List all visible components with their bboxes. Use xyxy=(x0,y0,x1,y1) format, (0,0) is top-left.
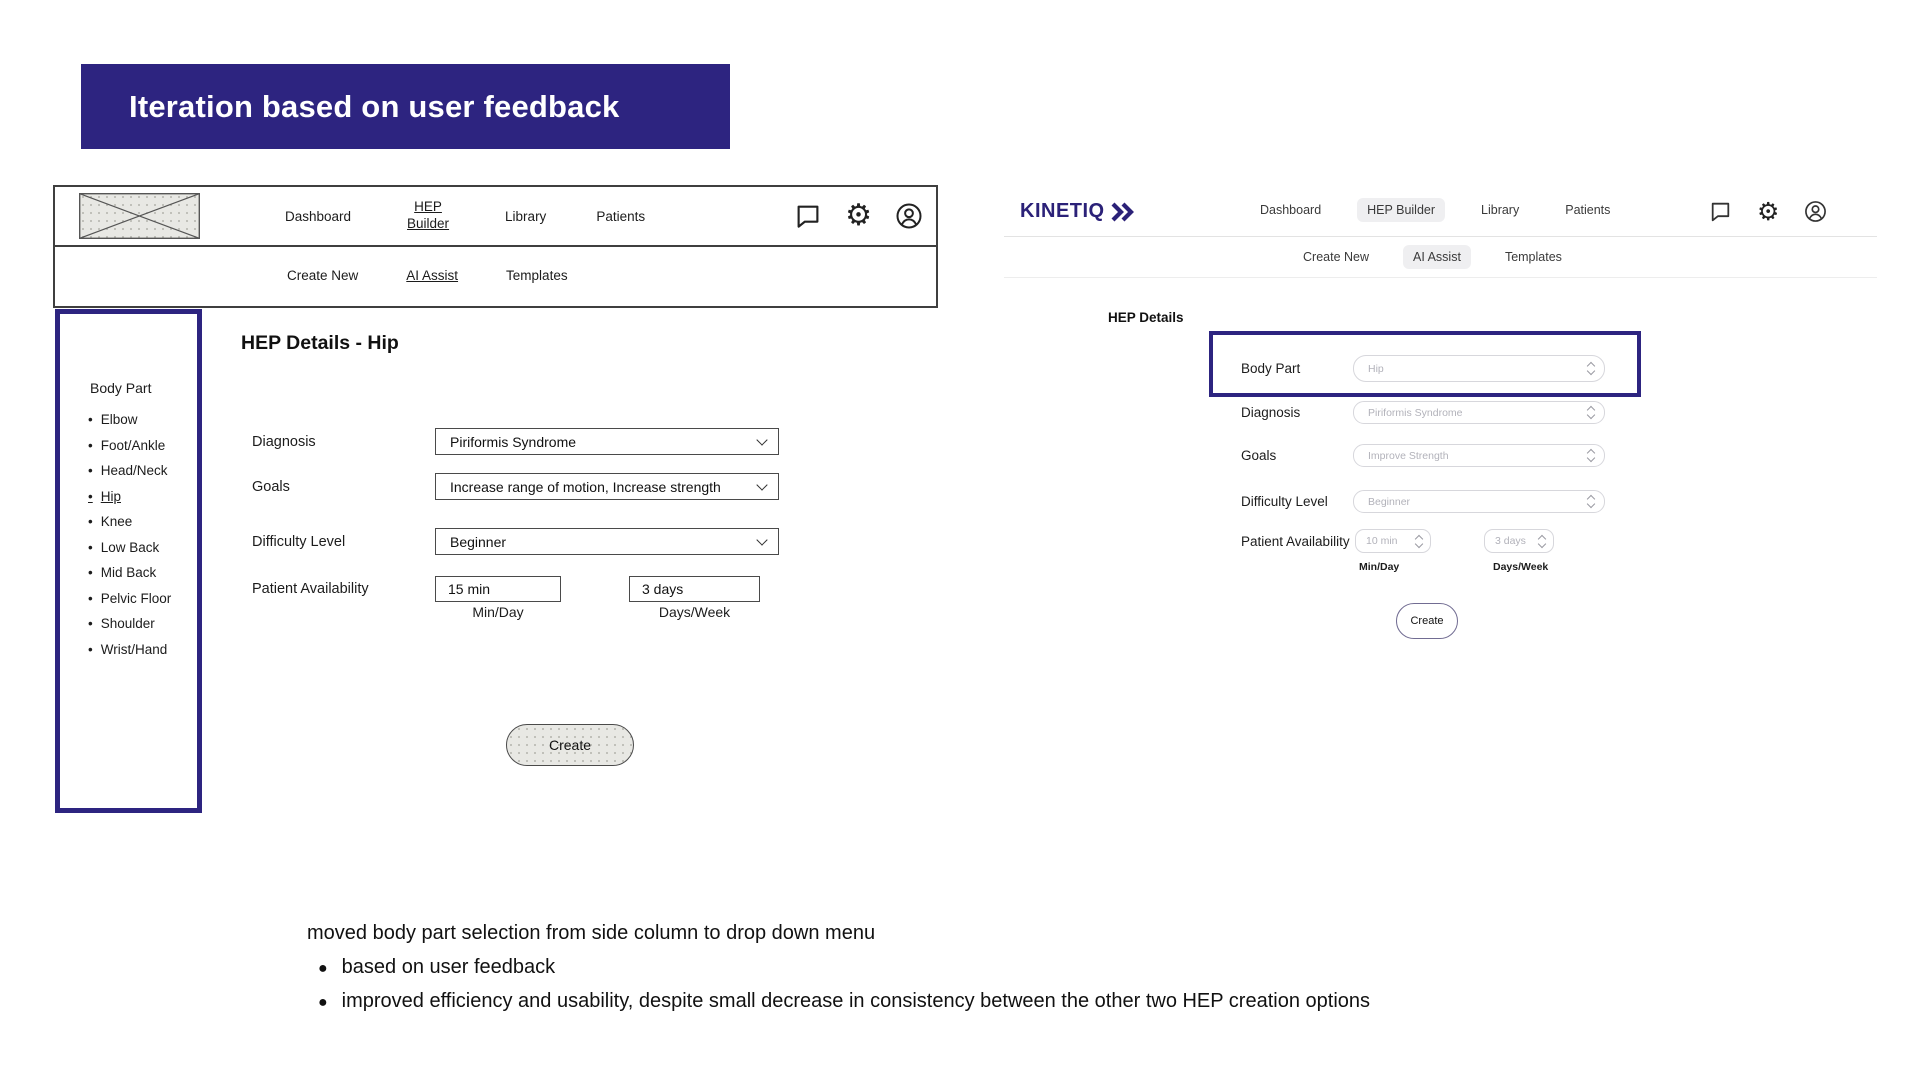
divider xyxy=(1004,277,1877,278)
nav-item[interactable]: Dashboard xyxy=(285,208,352,224)
body-part-item[interactable]: • Pelvic Floor xyxy=(88,591,197,606)
difficulty-row xyxy=(252,528,779,555)
goals-label: Goals xyxy=(1241,448,1277,463)
stepper-icon xyxy=(1588,363,1594,374)
kinetiq-logo[interactable] xyxy=(1020,200,1137,223)
diagnosis-label: Diagnosis xyxy=(1241,405,1301,420)
wireframe-header-icons xyxy=(793,198,924,233)
diagnosis-value: Piriformis Syndrome xyxy=(450,433,577,450)
nav-item[interactable]: HEP Builder xyxy=(407,199,450,231)
body-part-item[interactable]: • Head/Neck xyxy=(88,463,197,478)
difficulty-value: Beginner xyxy=(1368,495,1411,508)
subnav-item[interactable]: Templates xyxy=(1504,250,1562,264)
min-per-day-value: 15 min xyxy=(448,581,491,597)
profile-icon[interactable] xyxy=(1803,199,1828,224)
stepper-icon xyxy=(1588,496,1594,507)
diagnosis-row xyxy=(1241,401,1605,424)
nav-item[interactable]: Library xyxy=(1481,203,1520,217)
diagnosis-row xyxy=(252,428,779,455)
difficulty-select[interactable] xyxy=(1353,490,1605,513)
title-banner xyxy=(81,64,730,149)
goals-row xyxy=(252,473,779,500)
nav-item[interactable]: Library xyxy=(505,208,547,224)
logo-placeholder-image xyxy=(79,193,200,239)
days-per-week-value: 3 days xyxy=(642,581,684,597)
body-part-label: Body Part xyxy=(90,380,152,396)
nav-item[interactable]: Dashboard xyxy=(1260,203,1322,217)
create-button[interactable] xyxy=(506,724,634,766)
min-per-day-unit: Min/Day xyxy=(472,604,524,620)
stepper-icon xyxy=(1416,536,1422,547)
wireframe-subnav-bar xyxy=(55,247,936,304)
subnav-item[interactable]: AI Assist xyxy=(406,268,459,283)
hifi-header-icons xyxy=(1708,199,1828,224)
hifi-subnav xyxy=(1293,245,1572,269)
diagnosis-label: Diagnosis xyxy=(252,433,316,450)
profile-icon[interactable] xyxy=(894,201,924,231)
goals-label: Goals xyxy=(252,478,290,495)
body-part-value: Hip xyxy=(1368,362,1384,375)
availability-label: Patient Availability xyxy=(252,581,369,597)
subnav-item[interactable]: Create New xyxy=(287,268,359,283)
body-part-row xyxy=(1241,355,1605,382)
note-bullet xyxy=(318,990,1370,1016)
difficulty-label: Difficulty Level xyxy=(1241,494,1328,509)
nav-item[interactable]: Patients xyxy=(1565,203,1611,217)
min-per-day-value: 10 min xyxy=(1366,535,1398,547)
goals-value: Increase range of motion, Increase strength xyxy=(450,478,721,495)
stepper-icon xyxy=(1539,536,1545,547)
chevron-down-icon xyxy=(756,479,767,490)
notes-line: moved body part selection from side column to drop down menu xyxy=(307,922,876,944)
days-per-week-unit: Days/Week xyxy=(1493,561,1549,573)
goals-row xyxy=(1241,444,1605,467)
goals-value: Improve Strength xyxy=(1368,449,1449,462)
body-part-list xyxy=(88,412,197,657)
difficulty-row xyxy=(1241,490,1605,513)
slide-title: Iteration based on user feedback xyxy=(129,88,620,124)
kinetiq-wordmark: KINETIQ xyxy=(1020,200,1105,222)
body-part-item[interactable]: • Knee xyxy=(88,514,197,529)
wireframe-subnav xyxy=(287,268,568,283)
body-part-label: Body Part xyxy=(1241,361,1301,376)
availability-row xyxy=(1241,529,1554,553)
diagnosis-select[interactable] xyxy=(1353,401,1605,424)
days-per-week-value: 3 days xyxy=(1495,535,1526,547)
days-per-week-stepper[interactable] xyxy=(1484,529,1554,553)
bullet-icon: ● xyxy=(318,994,328,1011)
hifi-form-heading: HEP Details xyxy=(1108,310,1184,325)
difficulty-value: Beginner xyxy=(450,533,507,550)
body-part-item[interactable]: • Mid Back xyxy=(88,565,197,580)
subnav-item[interactable]: Create New xyxy=(1303,250,1369,264)
note-text: improved efficiency and usability, despite small decrease in consistency between the other two HEP creation options xyxy=(341,990,1371,1012)
diagnosis-value: Piriformis Syndrome xyxy=(1368,406,1463,419)
stepper-icon xyxy=(1588,450,1594,461)
goals-select[interactable] xyxy=(1353,444,1605,467)
nav-item[interactable]: Patients xyxy=(596,208,646,224)
wireframe-form-heading: HEP Details - Hip xyxy=(241,332,399,354)
chevron-down-icon xyxy=(756,534,767,545)
wireframe-header xyxy=(53,185,938,308)
body-part-item[interactable]: • Shoulder xyxy=(88,616,197,631)
body-part-item[interactable]: • Wrist/Hand xyxy=(88,642,197,657)
body-part-item[interactable]: • Hip xyxy=(88,489,197,504)
hifi-nav xyxy=(1250,198,1620,222)
difficulty-label: Difficulty Level xyxy=(252,533,346,550)
settings-icon[interactable]: ⚙ xyxy=(845,198,872,233)
nav-item[interactable]: HEP Builder xyxy=(1357,198,1445,222)
note-bullet xyxy=(318,956,555,982)
body-part-select[interactable] xyxy=(1353,355,1605,382)
availability-label: Patient Availability xyxy=(1241,533,1350,549)
chat-icon[interactable] xyxy=(1708,199,1733,224)
body-part-item[interactable]: • Low Back xyxy=(88,540,197,555)
wireframe-body-part-sidebar xyxy=(55,309,202,813)
min-per-day-stepper[interactable] xyxy=(1355,529,1431,553)
wireframe-nav xyxy=(285,199,645,233)
days-per-week-unit: Days/Week xyxy=(658,604,731,620)
diagnosis-select[interactable] xyxy=(435,428,779,455)
subnav-item[interactable]: Templates xyxy=(506,268,568,283)
min-per-day-unit: Min/Day xyxy=(1359,561,1400,573)
note-text: based on user feedback xyxy=(341,956,556,978)
divider xyxy=(1004,236,1877,237)
stepper-icon xyxy=(1588,407,1594,418)
body-part-item[interactable]: • Elbow xyxy=(88,412,197,427)
bullet-icon: ● xyxy=(318,960,328,977)
settings-icon[interactable]: ⚙ xyxy=(1757,197,1780,226)
create-button-label: Create xyxy=(548,737,592,753)
chat-icon[interactable] xyxy=(793,201,823,231)
goals-select[interactable] xyxy=(435,473,779,500)
chevron-down-icon xyxy=(756,434,767,445)
create-button[interactable] xyxy=(1396,603,1458,639)
availability-row xyxy=(252,576,760,602)
body-part-item[interactable]: • Foot/Ankle xyxy=(88,438,197,453)
wireframe-nav-bar xyxy=(55,187,936,247)
double-chevron-icon xyxy=(1111,202,1137,222)
difficulty-select[interactable] xyxy=(435,528,779,555)
days-per-week-input[interactable] xyxy=(629,576,760,602)
create-button-label: Create xyxy=(1410,615,1444,627)
min-per-day-input[interactable] xyxy=(435,576,561,602)
subnav-item[interactable]: AI Assist xyxy=(1403,245,1471,269)
